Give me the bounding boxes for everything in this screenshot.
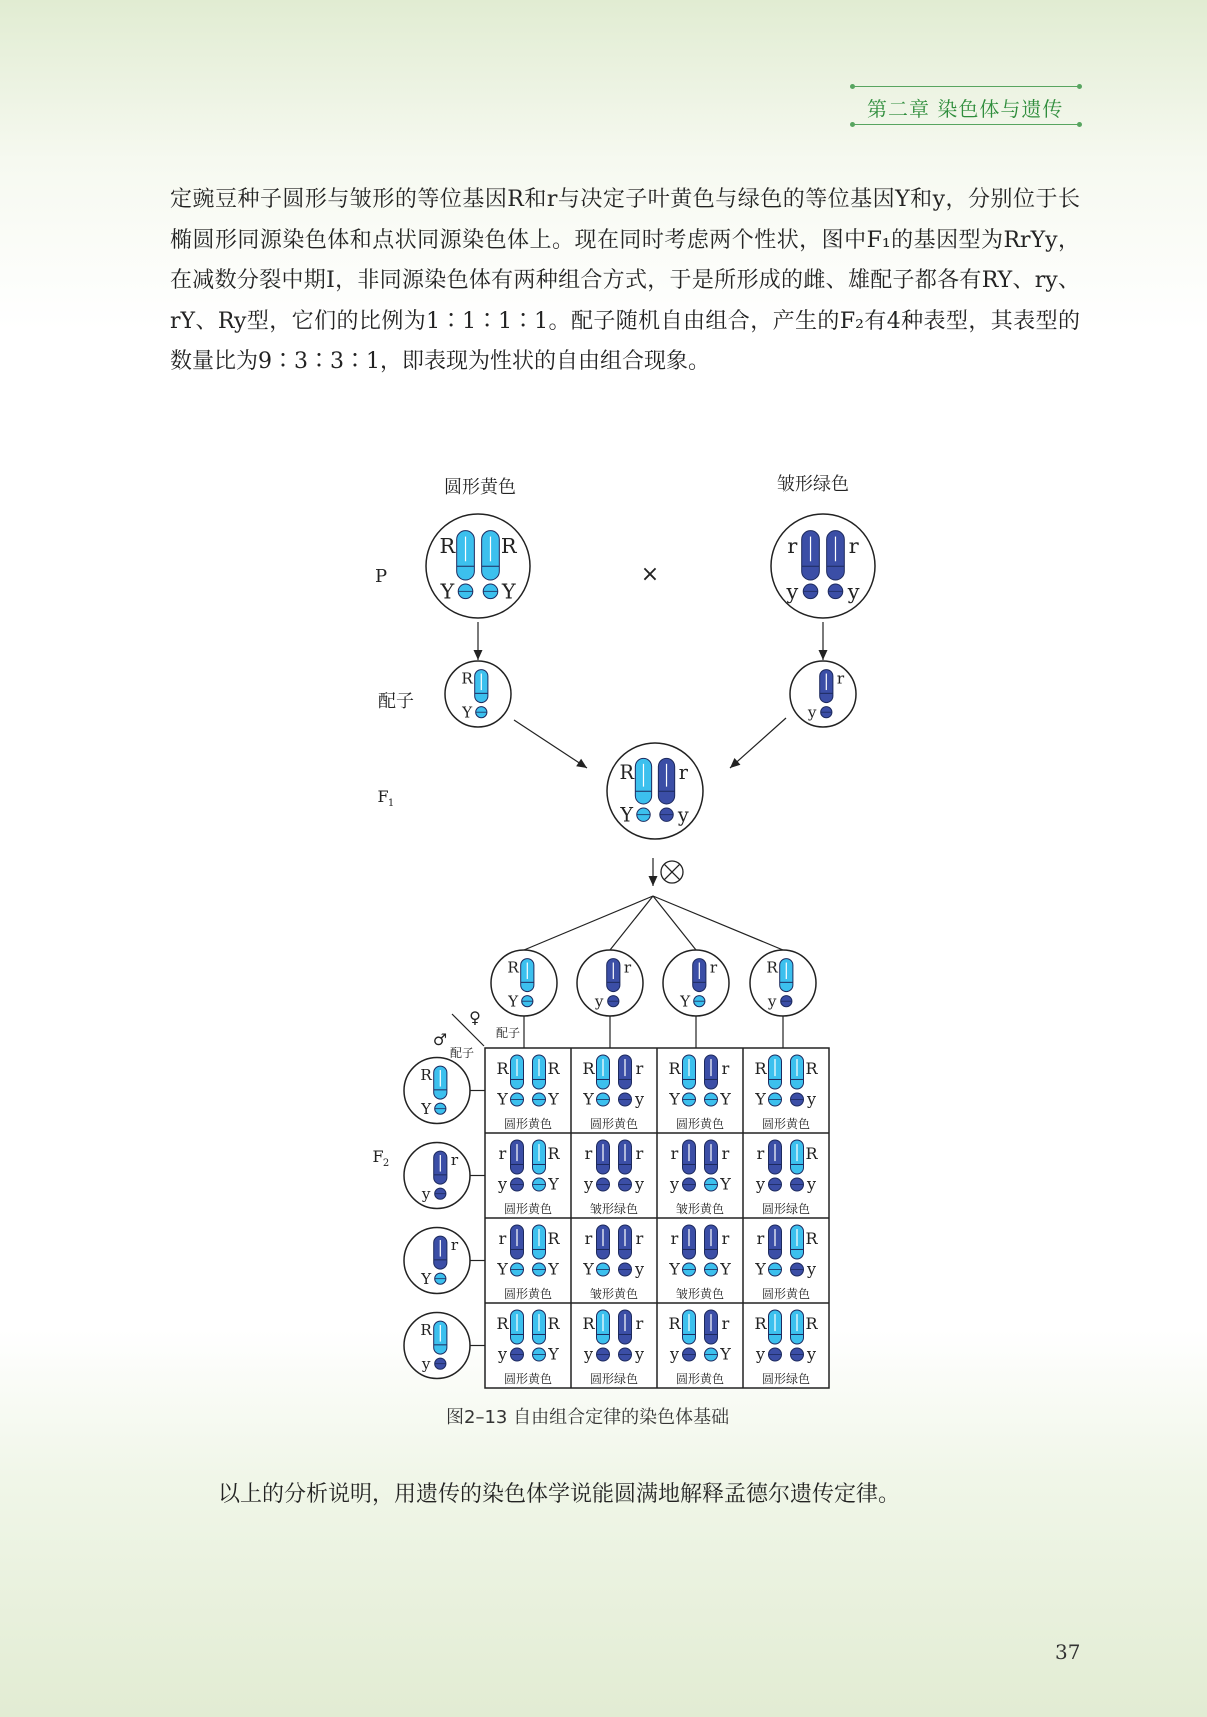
f2-gene: R [496, 1059, 509, 1078]
f2-phenotype-label: 圆形黄色 [589, 1117, 639, 1131]
f2-gene: y [669, 1344, 680, 1364]
gamete-ry2-gene: y [807, 703, 817, 722]
f2-gene: r [721, 1229, 730, 1248]
f2-gene: r [756, 1144, 765, 1163]
f2-gene: y [634, 1344, 645, 1364]
f2-gene: y [806, 1174, 817, 1194]
female-gamete-3-gene: y [767, 992, 777, 1011]
parent-wrinkled-green-gene: r [787, 533, 798, 558]
f2-phenotype-label: 圆形黄色 [503, 1372, 553, 1386]
f2-phenotype-label: 圆形黄色 [675, 1372, 725, 1386]
parent-label-round-yellow: 圆形黄色 [444, 477, 516, 498]
f2-phenotype-label: 圆形黄色 [503, 1287, 553, 1301]
f2-gene: r [498, 1144, 507, 1163]
male-gamete-1-gene: y [421, 1185, 431, 1204]
f2-phenotype-label: 圆形黄色 [503, 1202, 553, 1216]
f2-phenotype-label: 皱形黄色 [589, 1287, 639, 1301]
parent-round-yellow-gene: Y [501, 579, 516, 604]
f2-gene: R [547, 1229, 560, 1248]
row-label-gametes: 配子 [378, 691, 414, 712]
arrow-f1-self-head [649, 876, 658, 886]
f2-gene: Y [669, 1089, 680, 1109]
female-gamete-1-gene: r [623, 958, 632, 977]
f2-gene: R [547, 1059, 560, 1078]
f1-cell-gene: y [677, 803, 689, 827]
branch-line [653, 896, 783, 950]
f2-gene: r [721, 1144, 730, 1163]
f2-gene: R [754, 1314, 767, 1333]
f2-gene: Y [720, 1259, 731, 1279]
male-gamete-0-gene: Y [421, 1100, 432, 1119]
row-label-p: P [374, 566, 388, 587]
f2-gene: R [805, 1314, 818, 1333]
f2-phenotype-label: 圆形黄色 [675, 1117, 725, 1131]
f2-gene: y [806, 1344, 817, 1364]
f2-gene: Y [548, 1089, 559, 1109]
parent-wrinkled-green-gene: y [786, 579, 799, 604]
female-gamete-0-gene: Y [508, 992, 519, 1011]
male-gamete-0-gene: R [420, 1065, 432, 1084]
f2-phenotype-label: 皱形黄色 [675, 1202, 725, 1216]
f2-gene: R [805, 1229, 818, 1248]
gamete-ry-gene: Y [462, 703, 473, 722]
female-gamete-2-gene: Y [680, 992, 691, 1011]
f2-gene: R [582, 1314, 595, 1333]
f1-cell-gene: R [619, 760, 634, 784]
branch-line [610, 896, 653, 950]
f2-gene: Y [669, 1259, 680, 1279]
f2-gene: Y [583, 1089, 594, 1109]
row-label-f1: F [377, 787, 389, 806]
gamete-label-female: 配子 [496, 1026, 521, 1040]
f2-gene: r [498, 1229, 507, 1248]
f1-cell-gene: r [678, 760, 688, 784]
f2-gene: r [670, 1229, 679, 1248]
row-label-f2: F [372, 1147, 384, 1166]
figure-caption: 图2–13 自由组合定律的染色体基础 [446, 1407, 730, 1428]
f2-gene: y [634, 1174, 645, 1194]
f2-gene: R [668, 1314, 681, 1333]
parent-label-wrinkled-green: 皱形绿色 [777, 474, 849, 495]
female-gamete-2-gene: r [709, 958, 718, 977]
arrow-gamete2-f1 [730, 718, 786, 768]
f2-phenotype-label: 皱形绿色 [589, 1202, 639, 1216]
page-number: 37 [1055, 1640, 1081, 1664]
parent-wrinkled-green-gene: y [847, 579, 860, 604]
f2-gene: y [806, 1259, 817, 1279]
f2-phenotype-label: 圆形黄色 [761, 1117, 811, 1131]
male-gamete-3-gene: y [421, 1355, 431, 1374]
male-gamete-2-gene: r [450, 1235, 459, 1254]
f2-gene: y [669, 1174, 680, 1194]
f2-gene: R [805, 1059, 818, 1078]
female-gamete-1-gene: y [594, 992, 604, 1011]
f2-gene: y [497, 1174, 508, 1194]
parent-wrinkled-green-gene: r [848, 533, 859, 558]
f2-gene: r [721, 1314, 730, 1333]
branch-line [653, 896, 696, 950]
f1-cell-gene: Y [620, 803, 634, 827]
f2-gene: r [635, 1144, 644, 1163]
female-symbol: ♀ [469, 1008, 481, 1027]
male-symbol: ♂ [432, 1030, 448, 1049]
f2-gene: r [721, 1059, 730, 1078]
parent-round-yellow-gene: R [439, 533, 456, 558]
female-gamete-3-gene: R [766, 958, 778, 977]
f2-gene: y [755, 1344, 766, 1364]
body-paragraph-2: 以上的分析说明，用遗传的染色体学说能圆满地解释孟德尔遗传定律。 [218, 1482, 901, 1507]
cross-symbol: × [640, 562, 660, 587]
f2-phenotype-label: 圆形绿色 [761, 1372, 811, 1386]
f2-gene: y [497, 1344, 508, 1364]
f2-gene: Y [720, 1089, 731, 1109]
f2-gene: Y [720, 1344, 731, 1364]
arrow-gamete1-f1 [514, 720, 587, 768]
f2-gene: Y [548, 1174, 559, 1194]
f2-gene: y [755, 1174, 766, 1194]
f2-gene: r [635, 1059, 644, 1078]
f2-gene: y [806, 1089, 817, 1109]
f2-gene: Y [548, 1259, 559, 1279]
f2-gene: R [547, 1314, 560, 1333]
f2-gene: r [756, 1229, 765, 1248]
f2-gene: Y [755, 1089, 766, 1109]
f2-gene: R [805, 1144, 818, 1163]
chapter-title: 第二章 染色体与遗传 [867, 97, 1064, 121]
row-label-f2-sub: 2 [382, 1158, 390, 1169]
f2-gene: y [634, 1089, 645, 1109]
f2-gene: r [635, 1229, 644, 1248]
f2-gene: r [635, 1314, 644, 1333]
f2-gene: Y [497, 1259, 508, 1279]
f2-gene: Y [720, 1174, 731, 1194]
female-gamete-0-gene: R [507, 958, 519, 977]
f2-phenotype-label: 圆形绿色 [589, 1372, 639, 1386]
f2-phenotype-label: 圆形绿色 [761, 1202, 811, 1216]
f2-gene: R [547, 1144, 560, 1163]
f2-gene: y [634, 1259, 645, 1279]
f2-gene: Y [548, 1344, 559, 1364]
f2-gene: R [668, 1059, 681, 1078]
male-gamete-1-gene: r [450, 1150, 459, 1169]
arrow-p2-gamete-head [819, 650, 828, 660]
row-label-f1-sub: 1 [387, 798, 395, 809]
branch-line [524, 896, 653, 950]
parent-round-yellow-gene: Y [440, 579, 455, 604]
f2-phenotype-label: 圆形黄色 [761, 1287, 811, 1301]
f2-phenotype-label: 圆形黄色 [503, 1117, 553, 1131]
gamete-ry2-gene: r [836, 669, 845, 688]
f2-phenotype-label: 皱形黄色 [675, 1287, 725, 1301]
f2-gene: r [584, 1144, 593, 1163]
f2-gene: Y [497, 1089, 508, 1109]
parent-round-yellow-gene: R [500, 533, 517, 558]
male-gamete-2-gene: Y [421, 1270, 432, 1289]
male-gamete-3-gene: R [420, 1320, 432, 1339]
body-paragraph-1: 定豌豆种子圆形与皱形的等位基因R和r与决定子叶黄色与绿色的等位基因Y和y，分别位于长椭圆形同源染色体和点状同源染色体上。现在同时考虑两个性状，图中F₁的基因型为RrYy，在减数分裂中期Ⅰ，非同源染色体有两种组合方式，于是所形成的雌、雄配子都各有RY、ry、rY、Ry型，它们的比例为1∶1∶1∶1。配子随机自由组合，产生的F₂有4种表型，其表型的数量比为9∶3∶3∶1，即表现为性状的自由组合现象。 [170, 187, 1080, 374]
gamete-ry-gene: R [461, 669, 473, 688]
f2-gene: r [584, 1229, 593, 1248]
arrow-p1-gamete-head [474, 650, 483, 660]
f2-gene: y [583, 1174, 594, 1194]
f2-gene: r [670, 1144, 679, 1163]
gamete-label-male: 配子 [450, 1046, 475, 1060]
f2-gene: R [496, 1314, 509, 1333]
f2-gene: y [583, 1344, 594, 1364]
f2-gene: R [582, 1059, 595, 1078]
f2-gene: R [754, 1059, 767, 1078]
f2-gene: Y [755, 1259, 766, 1279]
f2-gene: Y [583, 1259, 594, 1279]
arrow-gamete1-f1-head [576, 759, 587, 768]
